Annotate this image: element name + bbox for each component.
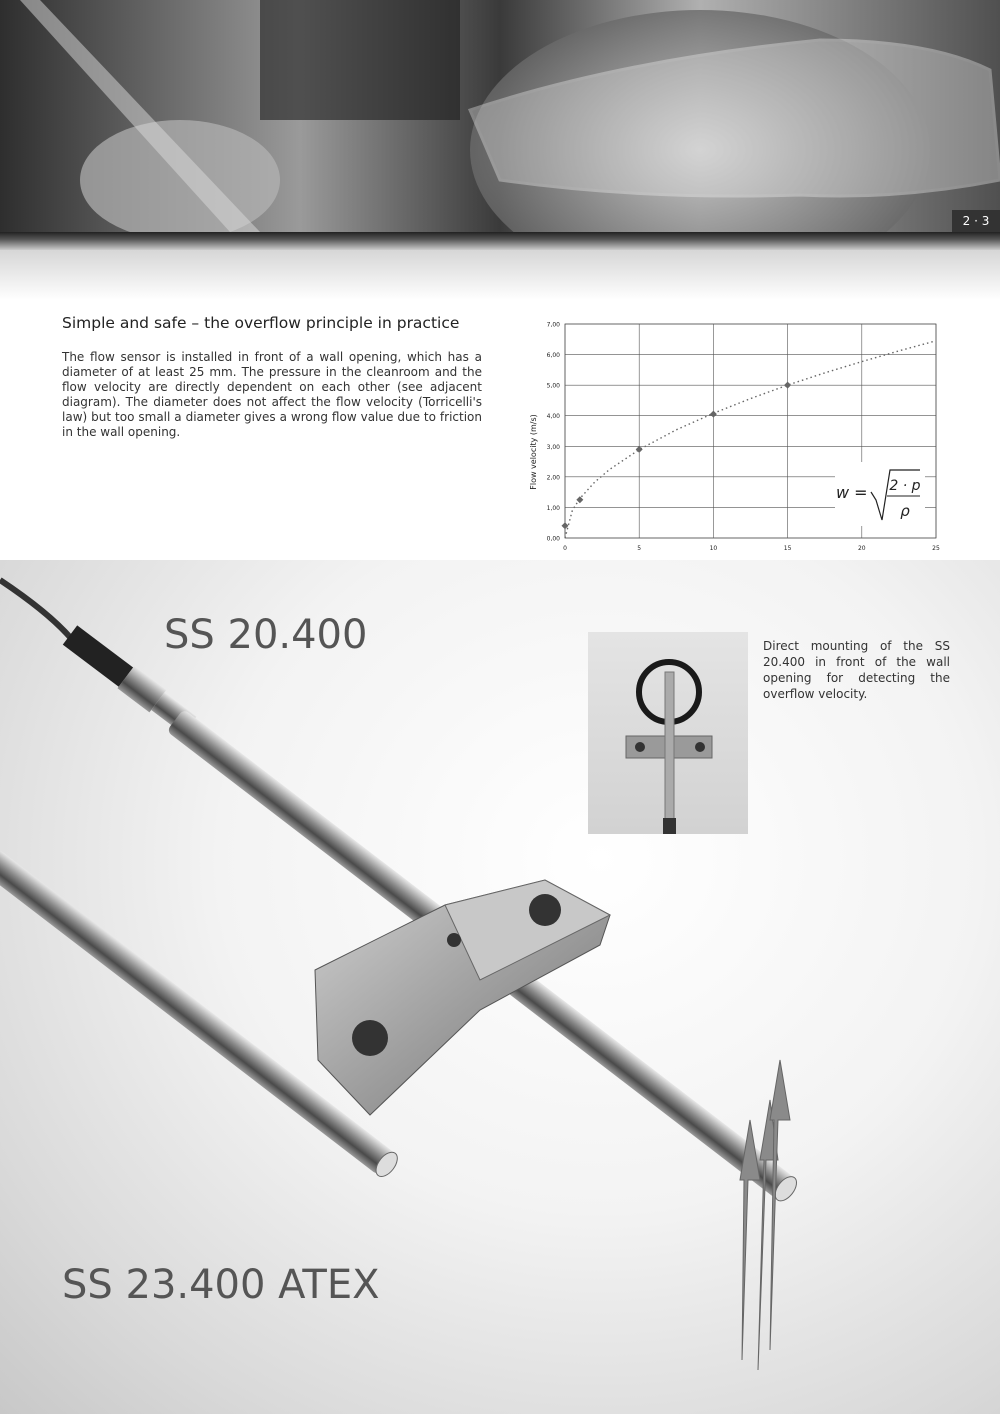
formula	[835, 462, 925, 526]
mounting-block	[315, 880, 610, 1115]
model-ss-20-400: SS 20.400	[164, 612, 368, 658]
y-tick-label: 4,00	[546, 413, 560, 421]
measured-point	[576, 496, 583, 503]
x-tick-label: 5	[637, 545, 642, 552]
screw-hole-icon	[352, 1020, 388, 1056]
y-tick-label: 3,00	[546, 443, 560, 451]
hero-fade	[0, 250, 1000, 300]
airflow-arrows-icon	[740, 1060, 790, 1370]
wall-mount-photo	[588, 632, 748, 834]
mounting-photo	[588, 632, 748, 834]
formula-denominator: ρ	[900, 502, 910, 520]
screw-icon	[447, 933, 461, 947]
y-tick-label: 1,00	[546, 504, 560, 512]
hero-photo	[0, 0, 1000, 232]
measured-point	[784, 382, 791, 389]
x-tick-label: 0	[563, 545, 567, 552]
x-tick-labels	[563, 545, 940, 552]
screw-hole-icon	[529, 894, 561, 926]
y-tick-label: 6,00	[546, 352, 560, 360]
measured-point	[710, 411, 717, 418]
lab-scientist-photo	[0, 0, 1000, 232]
hero-divider-bar	[0, 232, 1000, 250]
y-tick-label: 5,00	[546, 382, 560, 390]
measured-point	[636, 446, 643, 453]
x-tick-label: 15	[783, 545, 792, 552]
formula-numerator: 2 · p	[889, 478, 921, 494]
velocity-chart	[520, 312, 950, 597]
y-tick-labels	[547, 322, 561, 543]
x-tick-label: 20	[857, 545, 866, 552]
measured-velocity-markers	[562, 382, 792, 530]
mounting-caption: Direct mounting of the SS 20.400 in front of the wall opening for detecting the overflow velocity.	[763, 639, 950, 701]
intro-body: The flow sensor is installed in front of a wall opening, which has a diameter of at least 25 mm. The pressure in the cleanroom and the flow velocity are directly dependent on each other (see adjacent diagram). The diameter does not affect the flow velocity (Torricelli's law) but too small a diameter gives a wrong flow value due to friction in the wall opening.	[62, 350, 482, 439]
formula-lhs: w =	[836, 483, 868, 502]
chart-svg	[520, 312, 950, 597]
page-number: 2 · 3	[952, 210, 1000, 232]
y-tick-label: 2,00	[546, 474, 560, 482]
model-ss-23-400-atex: SS 23.400 ATEX	[62, 1262, 380, 1308]
probe-rod	[665, 672, 674, 834]
section-title: Simple and safe – the overflow principle in practice	[62, 314, 460, 332]
x-tick-label: 10	[709, 545, 718, 552]
x-tick-label: 25	[932, 545, 940, 552]
y-tick-label: 0,00	[546, 535, 560, 543]
y-tick-label: 7,00	[546, 321, 560, 329]
y-axis-label: Flow velocity (m/s)	[529, 414, 538, 490]
